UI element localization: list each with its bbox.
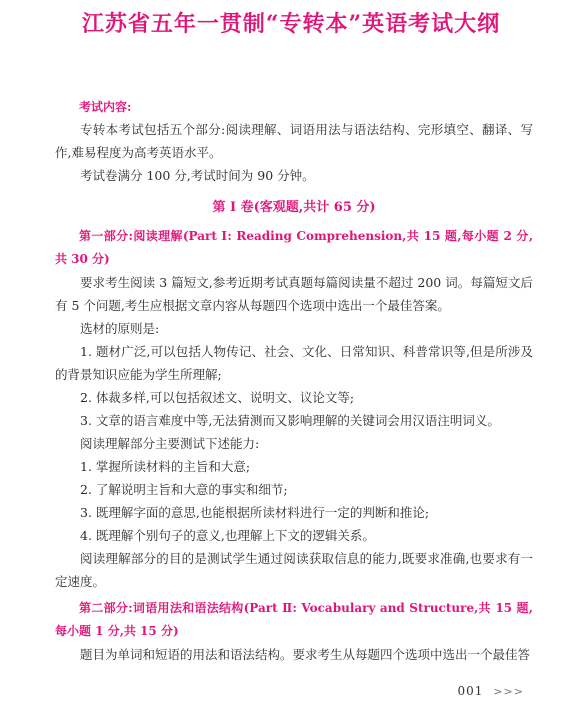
part1-heading: 第一部分:阅读理解(Part Ⅰ: Reading Comprehension,共 15 题,每小题 2 分,共 30 分) [55,229,533,266]
part1-list-item: 4. 既理解个别句子的意义,也理解上下文的逻辑关系。 [80,528,375,543]
part1-list-item: 1. 题材广泛,可以包括人物传记、社会、文化、日常知识、科普常识等,但是所涉及的背景知识应能为学生所理解; [55,344,533,382]
part2-paragraph: 题目为单词和短语的用法和语法结构。要求考生从每题四个选项中选出一个最佳答 [80,647,531,662]
section-label: 考试内容: [79,100,132,114]
intro-paragraph: 考试卷满分 100 分,考试时间为 90 分钟。 [80,168,315,183]
part1-paragraph: 要求考生阅读 3 篇短文,参考近期考试真题每篇阅读量不超过 200 词。每篇短文后有 5 个问题,考生应根据文章内容从每题四个选项中选出一个最佳答案。 [55,275,533,313]
part1-list-item: 3. 文章的语言难度中等,无法猜测而又影响理解的关键词会用汉语注明词义。 [80,413,500,428]
page-footer [457,684,524,698]
part1-list-item: 3. 既理解字面的意思,也能根据所读材料进行一定的判断和推论; [80,505,430,520]
next-arrows-icon: >>> [493,685,524,698]
document-title: 江苏省五年一贯制“专转本”英语考试大纲 [81,11,501,37]
document-body [55,96,533,666]
page-number: 001 [457,684,484,698]
part1-paragraph: 选材的原则是: [80,321,160,336]
volume-title: 第 I 卷(客观题,共计 65 分) [212,200,376,215]
part1-paragraph: 阅读理解部分主要测试下述能力: [80,436,260,451]
part1-list-item: 2. 体裁多样,可以包括叙述文、说明文、议论文等; [80,390,355,405]
part1-list-item: 2. 了解说明主旨和大意的事实和细节; [80,482,288,497]
part2-heading: 第二部分:词语用法和语法结构(Part Ⅱ: Vocabulary and Structure,共 15 题,每小题 1 分,共 15 分) [55,601,533,638]
intro-paragraph: 专转本考试包括五个部分:阅读理解、词语用法与语法结构、完形填空、翻译、写作,难易程度为高考英语水平。 [55,122,533,160]
part1-list-item: 1. 掌握所读材料的主旨和大意; [80,459,251,474]
part1-paragraph: 阅读理解部分的目的是测试学生通过阅读获取信息的能力,既要求准确,也要求有一定速度。 [55,551,533,589]
